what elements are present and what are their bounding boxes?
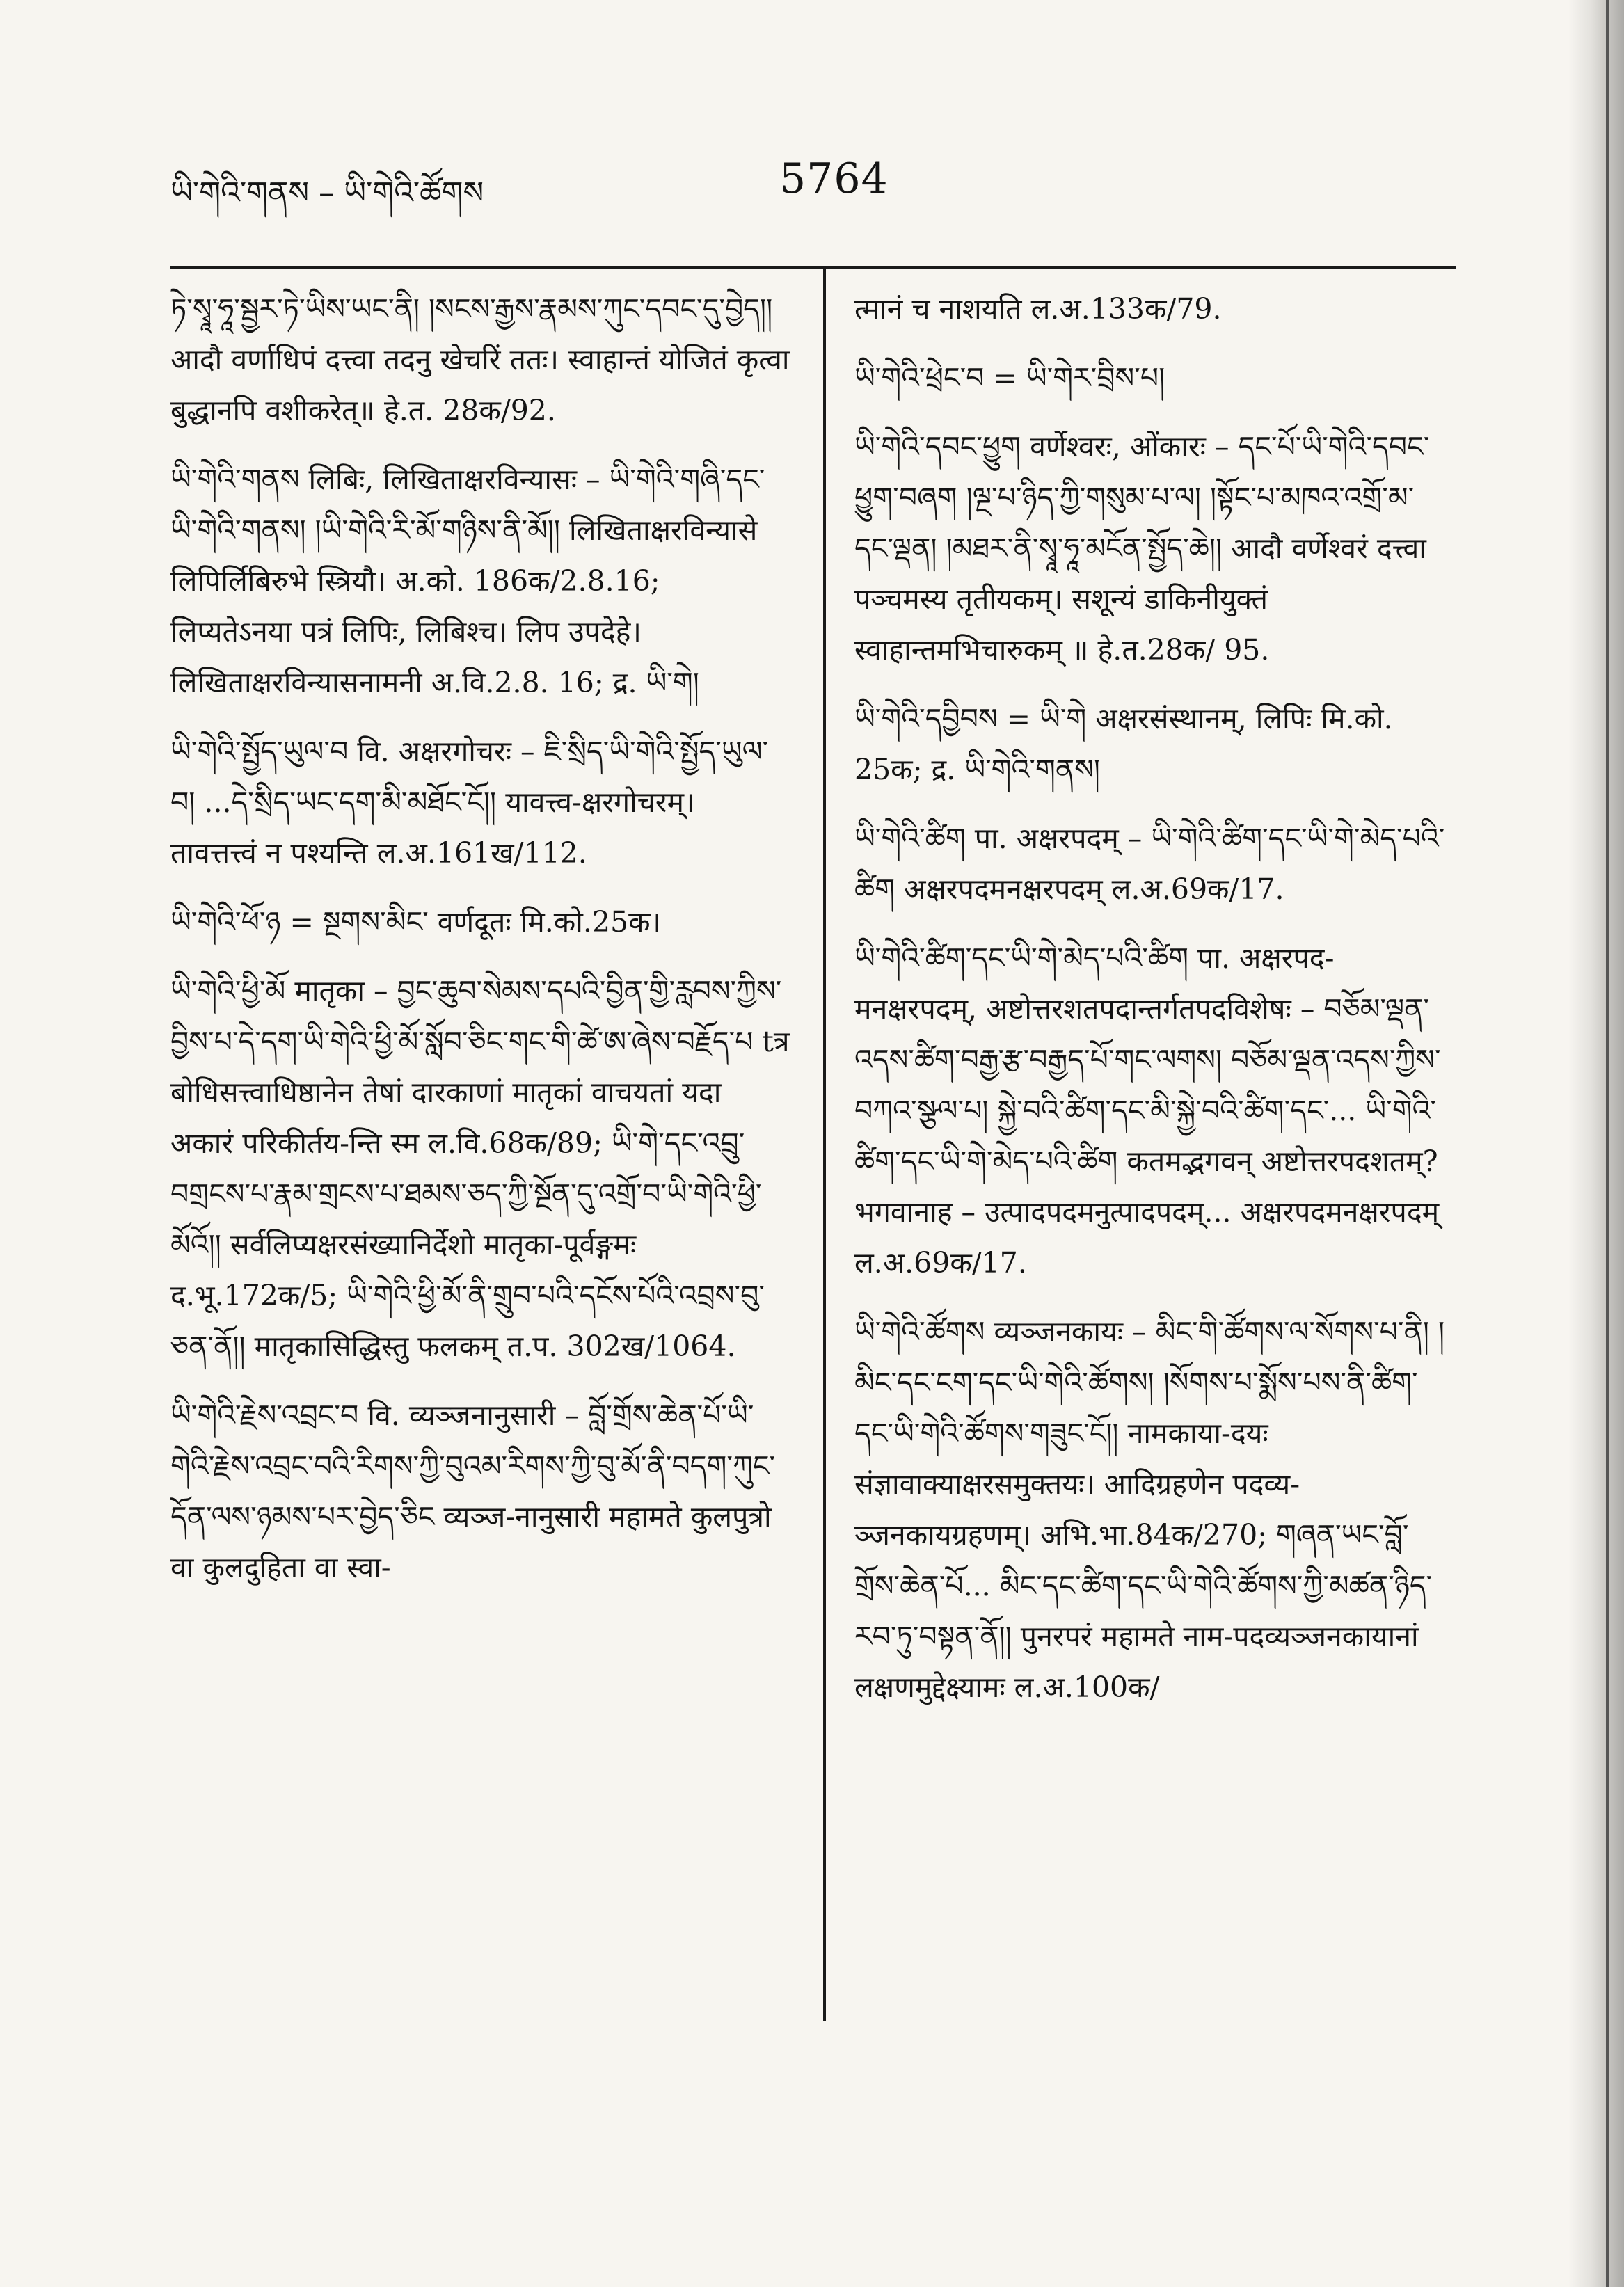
dictionary-entry: ཡི་གེའི་ཚིག पा. अक्षरपदम् – ཡི་གེའི་ཚིག་དང་ཡི་གེ་མེད་པའི་ཚིག अक्षरपदमनक्षरपदम् ल.अ.69क/17. <box>854 822 1445 906</box>
dictionary-entry: ཡི་གེའི་ཚོགས व्यञ्जनकायः – མིང་གི་ཚོགས་ལ་སོགས་པ་ནི། །མིང་དང་ངག་དང་ཡི་གེའི་ཚོགས། །སོགས་པ་སྨོས་པས་ནི་ཚིག་དང་ཡི་གེའི་ཚོགས་གཟུང་ངོ།། नामकाया-दयः संज्ञावाक्याक्षरसमुक्तयः। आदिग्रहणेन पदव्य-ञ्जनकायग्रहणम्। अभि.भा.84क/270; གཞན་ཡང་བློ་གྲོས་ཆེན་པོ... མིང་དང་ཚིག་དང་ཡི་གེའི་ཚོགས་ཀྱི་མཚན་ཉིད་རབ་ཏུ་བསྟན་ནོ།། पुनरपरं महामते नाम-पदव्यञ्जनकायानां लक्षणमुद्देक्ष्यामः ल.अ.100क/ <box>854 1315 1445 1704</box>
dictionary-entry: ཡི་གེའི་ཚིག་དང་ཡི་གེ་མེད་པའི་ཚིག पा. अक्षरपद-मनक्षरपदम्, अष्टोत्तरशतपदान्तर्गतपदविशेषः – བཅོམ་ལྡན་འདས་ཚིག་བརྒྱ་རྩ་བརྒྱད་པོ་གང་ལགས། བཅོམ་ལྡན་འདས་ཀྱིས་བཀའ་སྩལ་པ། སྐྱེ་བའི་ཚིག་དང་མི་སྐྱེ་བའི་ཚིག་དང་... ཡི་གེའི་ཚིག་དང་ཡི་གེ་མེད་པའི་ཚིག कतमद्भगवन् अष्टोत्तरपदशतम्? भगवानाह – उत्पादपदमनुत्पादपदम्... अक्षरपदमनक्षरपदम् ल.अ.69क/17. <box>854 941 1441 1280</box>
right-column <box>854 284 1453 1731</box>
page-number: 5764 <box>779 154 889 203</box>
entry-continuation: ཏེ་སྭཱ་ཧཱ་སྦྱར་ཏེ་ཡིས་ཡང་ནི། །སངས་རྒྱས་རྣམས་ཀུང་དབང་དུ་བྱེད།། आदौ वर्णाधिपं दत्त्वा तदनु खेचरिं ततः। स्वाहान्तं योजितं कृत्वा बुद्धानपि वशीकरेत्॥ हे.त. 28क/92. <box>170 292 790 427</box>
dictionary-entry: ཡི་གེའི་སྤྱོད་ཡུལ་བ वि. अक्षरगोचरः – ཇི་སྲིད་ཡི་གེའི་སྤྱོད་ཡུལ་བ། ...དེ་སྲིད་ཡང་དག་མི་མཐོང་ངོ།། यावत्त्व-क्षरगोचरम्। तावत्तत्त्वं न पश्यन्ति ल.अ.161ख/112. <box>170 735 769 870</box>
dictionary-entry: ཡི་གེའི་དབང་ཕྱུག वर्णेश्वरः, ओंकारः – དང་པོ་ཡི་གེའི་དབང་ཕྱུག་བཞག །ལྔ་པ་ཉིད་ཀྱི་གསུམ་པ་ལ། །སྟོང་པ་མཁའ་འགྲོ་མ་དང་ལྡན། །མཐར་ནི་སྭཱ་ཧཱ་མངོན་སྤྱོད་ཆེ།། आदौ वर्णेश्वरं दत्त्वा पञ्चमस्य तृतीयकम्। सशून्यं डाकिनीयुक्तं स्वाहान्तमभिचारुकम् ॥ हे.त.28क/ 95. <box>854 430 1430 667</box>
dictionary-entry: ཡི་གེའི་ཕྱི་མོ मातृका – བྱང་ཆུབ་སེམས་དཔའི་བྱིན་གྱི་རླབས་ཀྱིས་བྱིས་པ་དེ་དག་ཡི་གེའི་ཕྱི་མོ་སློབ་ཅིང་གང་གི་ཚེ་ཨ་ཞེས་བརྗོད་པ tत्र बोधिसत्त्वाधिष्ठानेन तेषां दारकाणां मातृकां वाचयतां यदा अकारं परिकीर्तय-न्ति स्म ल.वि.68क/89; ཡི་གེ་དང་འབྲུ་བགྲངས་པ་རྣམ་གྲངས་པ་ཐམས་ཅད་ཀྱི་སྔོན་དུ་འགྲོ་བ་ཡི་གེའི་ཕྱི་མོའོ།། सर्वलिप्यक्षरसंख्यानिर्देशो मातृका-पूर्वङ्गमः द.भू.172क/5; ཡི་གེའི་ཕྱི་མོ་ནི་གྲུབ་པའི་དངོས་པོའི་འབྲས་བུ་ཅན་ནོ།། मातृकासिद्धिस्तु फलकम् त.प. 302ख/1064. <box>170 974 790 1363</box>
running-head: ཡི་གེའི་གནས – ཡི་གེའི་ཚོགས <box>170 175 484 211</box>
dictionary-entry: ཡི་གེའི་ཕོ་ཉ = སྔགས་མིང་ वर्णदूतः मि.को.25क। <box>170 905 662 939</box>
column-divider <box>823 268 826 2021</box>
dictionary-entry: ཡི་གེའི་དབྱིབས = ཡི་གེ अक्षरसंस्थानम्, लिपिः मि.को. 25क; द्र. ཡི་གེའི་གནས། <box>854 702 1393 786</box>
dictionary-entry: ཡི་གེའི་ཕྲེང་བ = ཡི་གེར་བྲིས་པ། <box>854 361 1165 395</box>
dictionary-entry: ཡི་གེའི་རྗེས་འབྲང་བ वि. व्यञ्जनानुसारी – བློ་གྲོས་ཆེན་པོ་ཡི་གེའི་རྗེས་འབྲང་བའི་རིགས་ཀྱི་བུའམ་རིགས་ཀྱི་བུ་མོ་ནི་བདག་ཀུང་དོན་ལས་ཉམས་པར་བྱེད་ཅིང व्यञ्ज-नानुसारी महामते कुलपुत्रो वा कुलदुहिता वा स्वा- <box>170 1399 776 1584</box>
dictionary-entry: ཡི་གེའི་གནས लिबिः, लिखिताक्षरविन्यासः – ཡི་གེའི་གཞི་དང་ཡི་གེའི་གནས། །ཡི་གེའི་རི་མོ་གཉིས་ནི་མོ།། लिखिताक्षरविन्यासे लिपिर्लिबिरुभे स्त्रियौ। अ.को. 186क/2.8.16; लिप्यतेऽनया पत्रं लिपिः, लिबिश्च। लिप उपदेहे। लिखिताक्षरविन्यासनामनी अ.वि.2.8. 16; द्र. ཡི་གེ། <box>170 463 765 699</box>
entry-continuation: त्मानं च नाशयति ल.अ.133क/79. <box>854 292 1222 326</box>
header-rule <box>170 266 1456 269</box>
left-column <box>170 284 790 1611</box>
page-edge-shadow <box>1568 0 1624 2287</box>
page-edge-line <box>1606 0 1609 2287</box>
